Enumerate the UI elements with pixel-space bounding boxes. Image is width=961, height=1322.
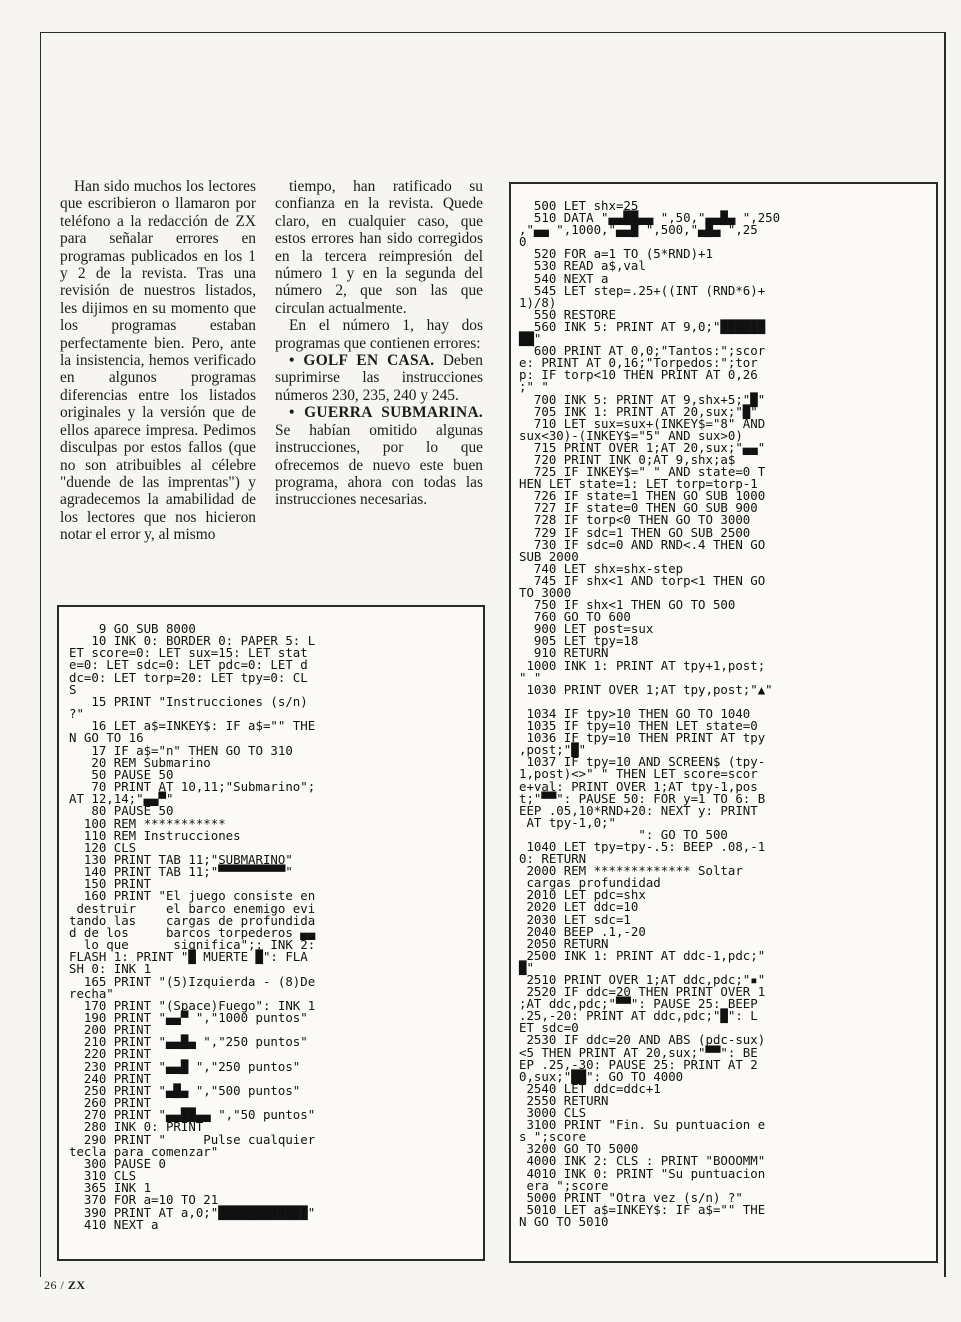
program-listing-right — [509, 182, 938, 1263]
bullet-golf-en-casa — [275, 352, 483, 404]
footer-separator: / — [57, 1278, 68, 1292]
listing-left-code: 9 GO SUB 8000 10 INK 0: BORDER 0: PAPER 5: L ET score=0: LET sux=15: LET stat e=0: LET sdc=0: LET pdc=0: LET d dc=0: LET torp=20: LET tpy=0: CL S 15 PRINT "Instrucciones (s/n) ?" 16 LET a$=INKEY$: IF a$="" THE N GO TO 16 17 IF a$="n" THEN GO TO 310 20 REM Submarino 50 PAUSE 50 70 PRINT AT 10,11;"Submarino"; AT 12,14;"▄▄▀" 80 PAUSE 50 100 REM *********** 110 REM Instrucciones 120 CLS 130 PRINT TAB 11;"SUBMARINO" 140 PRINT TAB 11;"▀▀▀▀▀▀▀▀▀" 150 PRINT 160 PRINT "El juego consiste en destruir el barco enemigo evi tando las cargas de profundida d de los barcos torpederos ▄▄ lo que significa";: INK 2: FLASH 1: PRINT "█ MUERTE █": FLA SH 0: INK 1 165 PRINT "(5)Izquierda - (8)De recha" 170 PRINT "(Space)Fuego": INK 1 190 PRINT "▄▄▀ ","1000 puntos" 200 PRINT 210 PRINT "▄▄█▄ ","250 puntos" 220 PRINT 230 PRINT "▄▄█ ","250 puntos" 240 PRINT 250 PRINT "▄█▄ ","500 puntos" 260 PRINT 270 PRINT "▄▄██▄▄ ","50 puntos" 280 INK 0: PRINT 290 PRINT " Pulse cualquier tecla para comenzar" 300 PAUSE 0 310 CLS 365 INK 1 370 FOR a=10 TO 21 390 PRINT AT a,0;"████████████" 410 NEXT a — [69, 621, 316, 1232]
bullet-guerra-title: • GUERRA SUBMARINA. — [289, 404, 483, 422]
program-listing-left — [57, 605, 485, 1261]
page-frame-left — [40, 32, 41, 1277]
article-column-2 — [275, 178, 483, 509]
page-number: 26 — [44, 1278, 57, 1292]
article-paragraph-1: Han sido muchos los lectores que escribieron o llamaron por teléfono a la redacción de ZX para señalar errores en programas publicados en los 1 y 2 de la revista. Tras una revisión de nuestros listados, les dijimos en su momento que los programas estaban perfectamente bien. Pero, ante la insistencia, hemos verificado en algunos programas diferencias entre los listados originales y la versión que de ellos aparece impresa. Pedimos disculpas por estos fallos (que no son atribuibles al célebre "duende de las imprentas") y agradecemos la amabilidad de los lectores que nos hicieron notar el error y, al mismo — [60, 178, 256, 544]
page-frame-right — [944, 32, 946, 1277]
bullet-guerra-text: Se habían omitido algunas instrucciones, por lo que ofrecemos de nuevo este buen programa, ahora con todas las instrucciones necesarias. — [275, 421, 483, 509]
bullet-golf-title: • GOLF EN CASA. — [289, 352, 435, 370]
magazine-name: ZX — [67, 1278, 86, 1292]
article-paragraph-continued: tiempo, han ratificado su confianza en la revista. Quede claro, en cualquier caso, que estos errores han sido corregidos en la tercera reimpresión del número 1 y en la segunda del número 2, que son las que circulan actualmente. — [275, 178, 483, 317]
article-column-1 — [60, 178, 256, 544]
page-footer — [44, 1278, 86, 1293]
article-paragraph-intro: En el número 1, hay dos programas que contienen errores: — [275, 317, 483, 352]
bullet-golf-text: Deben suprimirse las instrucciones números 230, 235, 240 y 245. — [275, 352, 483, 404]
listing-right-code: 500 LET shx=25 510 DATA "▄▄██▄▄ ",50,"▄▄█▄ ",250 ,"▄▄ ",1000,"▄▄█ ",500,"▄█▄ ",25 0 520 FOR a=1 TO (5*RND)+1 530 READ a$,val 540 NEXT a 545 LET step=.25+((INT (RND*6)+ 1)/8) 550 RESTORE 560 INK 5: PRINT AT 9,0;"██████ ██" 600 PRINT AT 0,0;"Tantos:";scor e: PRINT AT 0,16;"Torpedos:";tor p: IF torp<10 THEN PRINT AT 0,26 ;" " 700 INK 5: PRINT AT 9,shx+5;"█" 705 INK 1: PRINT AT 20,sux;"█" 710 LET sux=sux+(INKEY$="8" AND sux<30)-(INKEY$="5" AND sux>0) 715 PRINT OVER 1;AT 20,sux;"▄▄" 720 PRINT INK 0;AT 9,shx;a$ 725 IF INKEY$=" " AND state=0 T HEN LET state=1: LET torp=torp-1 726 IF state=1 THEN GO SUB 1000 727 IF state=0 THEN GO SUB 900 728 IF torp<0 THEN GO TO 3000 729 IF sdc=1 THEN GO SUB 2500 730 IF sdc=0 AND RND<.4 THEN GO SUB 2000 740 LET shx=shx-step 745 IF shx<1 AND torp<1 THEN GO TO 3000 750 IF shx<1 THEN GO TO 500 760 GO TO 600 900 LET post=sux 905 LET tpy=18 910 RETURN 1000 INK 1: PRINT AT tpy+1,post; " " 1030 PRINT OVER 1;AT tpy,post;"▲" 1034 IF tpy>10 THEN GO TO 1040 1035 IF tpy=10 THEN LET state=0 1036 IF tpy=10 THEN PRINT AT tpy ,post;"█" 1037 IF tpy=10 AND SCREEN$ (tpy- 1,post)<>" " THEN LET score=scor e+val: PRINT OVER 1;AT tpy-1,pos t;"▀▀": PAUSE 50: FOR y=1 TO 6: B EEP .05,10*RND+20: NEXT y: PRINT AT tpy-1,0;" ": GO TO 500 1040 LET tpy=tpy-.5: BEEP .08,-1 0: RETURN 2000 REM ************* Soltar cargas profundidad 2010 LET pdc=shx 2020 LET ddc=10 2030 LET sdc=1 2040 BEEP .1,-20 2050 RETURN 2500 INK 1: PRINT AT ddc-1,pdc;" █" 2510 PRINT OVER 1;AT ddc,pdc;"▪" 2520 IF ddc=20 THEN PRINT OVER 1 ;AT ddc,pdc;"▀▀": PAUSE 25: BEEP .25,-20: PRINT AT ddc,pdc;"█": L ET sdc=0 2530 IF ddc=20 AND ABS (pdc-sux) <5 THEN PRINT AT 20,sux;"▀▀": BE EP .25,-30: PAUSE 25: PRINT AT 2 0,sux;"██": GO TO 4000 2540 LET ddc=ddc+1 2550 RETURN 3000 CLS 3100 PRINT "Fin. Su puntuacion e s ";score 3200 GO TO 5000 4000 INK 2: CLS : PRINT "BOOOMM" 4010 INK 0: PRINT "Su puntuacion era ";score 5000 PRINT "Otra vez (s/n) ?" 5010 LET a$=INKEY$: IF a$="" THE N GO TO 5010 — [519, 198, 781, 1229]
bullet-guerra-submarina — [275, 404, 483, 508]
page-frame-top — [40, 32, 945, 33]
